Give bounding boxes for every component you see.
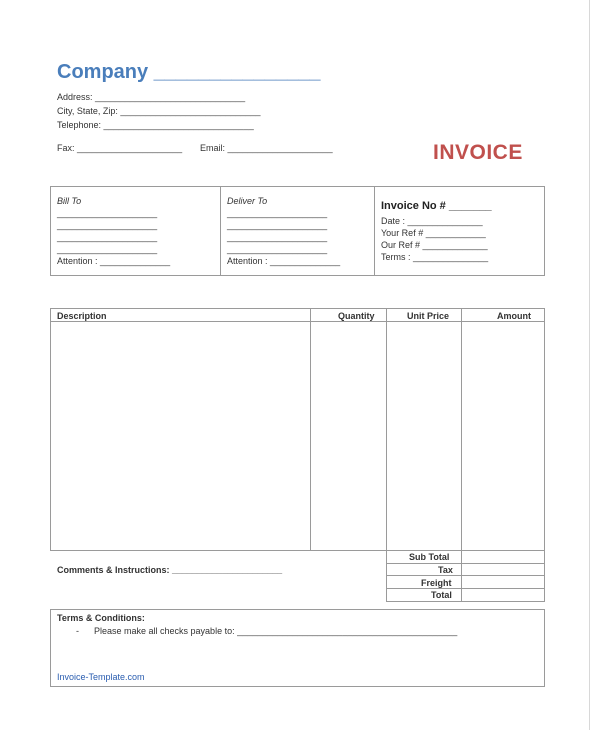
- bill-to-label: Bill To: [57, 196, 82, 206]
- totals-rule: [386, 588, 545, 589]
- page-edge: [589, 0, 590, 730]
- totals-rule: [386, 575, 545, 576]
- telephone-field: Telephone: ______________________________: [57, 120, 254, 130]
- fax-field: Fax: _____________________: [57, 143, 183, 153]
- your-ref: Your Ref # ____________: [381, 228, 486, 238]
- table-header-rule: [50, 321, 545, 322]
- totals-rule: [386, 563, 545, 564]
- invoice-number: Invoice No # _______: [381, 200, 492, 212]
- our-ref: Our Ref # _____________: [381, 240, 488, 250]
- line-items-table: [50, 308, 545, 551]
- divider: [374, 186, 375, 276]
- address-field: Address: ______________________________: [57, 92, 246, 102]
- comments-instructions: Comments & Instructions: ______________________: [57, 565, 283, 575]
- terms-field: Terms : _______________: [381, 252, 489, 262]
- invoice-template-link[interactable]: Invoice-Template.com: [57, 672, 145, 682]
- column-divider: [461, 308, 462, 551]
- bill-to-line: ____________________: [57, 232, 158, 242]
- email-field: Email: _____________________: [200, 143, 333, 153]
- totals-divider: [461, 550, 462, 602]
- header-unit-price: Unit Price: [407, 311, 450, 321]
- header-amount: Amount: [497, 311, 531, 321]
- deliver-to-label: Deliver To: [227, 196, 268, 206]
- city-state-zip-field: City, State, Zip: ____________________________: [57, 106, 261, 116]
- tax-label: Tax: [438, 565, 453, 575]
- bill-to-line: ____________________: [57, 208, 158, 218]
- terms-conditions-title: Terms & Conditions:: [57, 613, 145, 623]
- bill-to-attention: Attention : ______________: [57, 256, 171, 266]
- payable-to-line: Please make all checks payable to: ____________________________________________: [94, 626, 458, 636]
- header-description: Description: [57, 311, 107, 321]
- deliver-to-attention: Attention : ______________: [227, 256, 341, 266]
- company-name: Company _______________: [57, 61, 321, 83]
- deliver-to-line: ____________________: [227, 208, 328, 218]
- bill-to-line: ____________________: [57, 220, 158, 230]
- deliver-to-line: ____________________: [227, 220, 328, 230]
- deliver-to-line: ____________________: [227, 232, 328, 242]
- freight-label: Freight: [421, 578, 452, 588]
- column-divider: [310, 308, 311, 551]
- bullet-dash: -: [76, 626, 79, 636]
- invoice-date: Date : _______________: [381, 216, 483, 226]
- deliver-to-line: ____________________: [227, 244, 328, 254]
- divider: [220, 186, 221, 276]
- sub-total-label: Sub Total: [409, 552, 450, 562]
- column-divider: [386, 308, 387, 551]
- bill-to-line: ____________________: [57, 244, 158, 254]
- header-quantity: Quantity: [338, 311, 375, 321]
- invoice-title: INVOICE: [433, 141, 523, 164]
- total-label: Total: [431, 590, 452, 600]
